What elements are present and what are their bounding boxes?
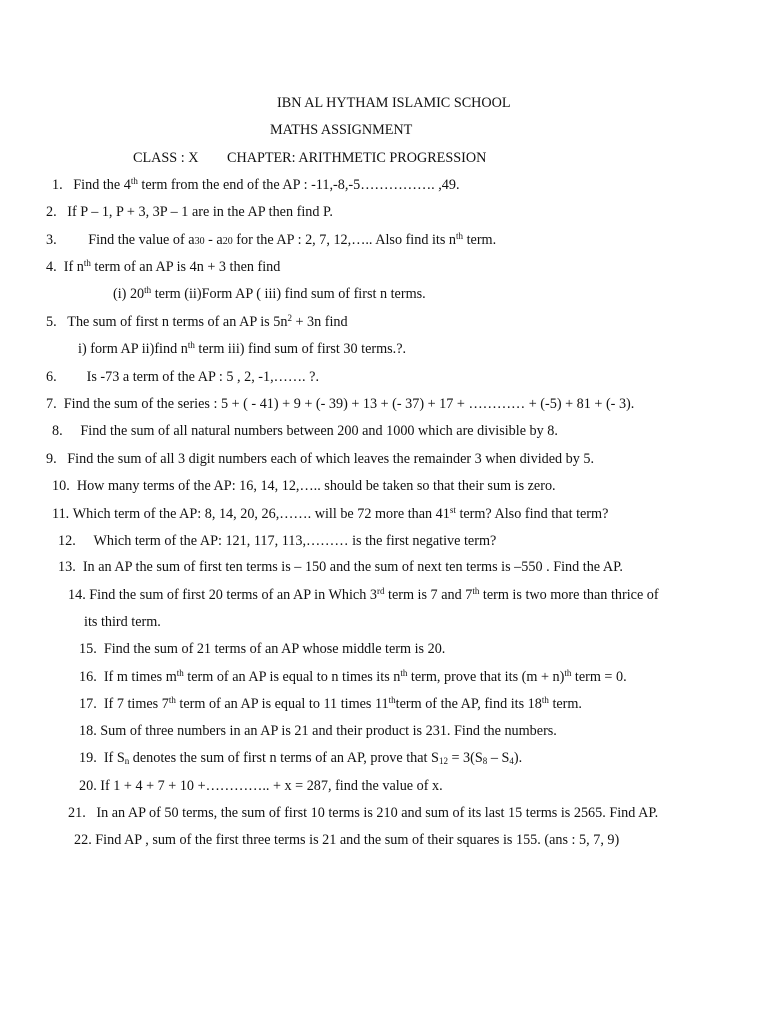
superscript: th	[187, 340, 195, 350]
superscript: th	[400, 668, 408, 678]
subscript: 20	[222, 236, 233, 247]
question-14	[68, 586, 659, 604]
question-4	[46, 258, 280, 276]
superscript: st	[449, 505, 456, 515]
question-5-parts	[78, 340, 406, 358]
question-20	[79, 777, 443, 795]
question-4-parts	[113, 285, 426, 303]
question-5	[46, 313, 348, 331]
question-number: 5.	[46, 314, 57, 330]
superscript: 2	[287, 313, 292, 323]
superscript: th	[472, 586, 480, 596]
question-number: 20.	[79, 778, 97, 794]
question-10	[52, 477, 556, 495]
superscript: rd	[376, 586, 385, 596]
subscript: n	[124, 756, 130, 766]
question-18	[79, 722, 557, 740]
question-text: term is 7 and 7	[384, 587, 473, 603]
question-22	[74, 831, 619, 849]
question-text: i) form AP ii)find n	[78, 341, 188, 357]
question-text: In an AP the sum of first ten terms is – 150 and the sum of next ten terms is –550 . Find the AP.	[82, 559, 623, 575]
question-21	[68, 804, 658, 822]
question-8	[52, 422, 558, 440]
superscript: th	[130, 176, 138, 186]
question-text: Is -73 a term of the AP : 5 , 2, -1,……. ?.	[86, 369, 319, 385]
question-text: If S	[103, 750, 125, 766]
question-number: 18.	[79, 723, 97, 739]
question-text: Find the sum of all 3 digit numbers each of which leaves the remainder 3 when divided by 5.	[67, 451, 595, 467]
question-7	[46, 395, 634, 413]
question-13	[58, 558, 623, 576]
school-name: IBN AL HYTHAM ISLAMIC SCHOOL	[277, 95, 511, 111]
subscript: 4	[509, 756, 514, 766]
question-text: term of an AP is 4n + 3 then find	[90, 259, 281, 275]
question-text: Find the 4	[73, 177, 131, 193]
question-text: Find the sum of all natural numbers between 200 and 1000 which are divisible by 8.	[80, 423, 558, 439]
question-text: Find the value of a	[88, 232, 195, 248]
question-11	[52, 505, 608, 523]
question-number: 13.	[58, 559, 76, 575]
question-number: 4.	[46, 259, 57, 275]
question-text: term is two more than thrice of	[479, 587, 659, 603]
question-text: for the AP : 2, 7, 12,….. Also find its n	[232, 232, 457, 248]
question-text: term (ii)Form AP ( iii) find sum of first n terms.	[151, 286, 426, 302]
question-16	[79, 668, 627, 686]
chapter-label: CHAPTER: ARITHMETIC PROGRESSION	[227, 150, 487, 166]
question-number: 16.	[79, 669, 97, 685]
question-text: Find the sum of 21 terms of an AP whose middle term is 20.	[103, 641, 446, 657]
superscript: th	[388, 695, 396, 705]
question-17	[79, 695, 582, 713]
question-text: term.	[548, 696, 582, 712]
question-text: denotes the sum of first n terms of an AP, prove that S	[129, 750, 439, 766]
question-text: The sum of first n terms of an AP is 5n	[67, 314, 288, 330]
question-text: - a	[204, 232, 223, 248]
question-19	[79, 749, 522, 767]
question-text: + 3n find	[291, 314, 348, 330]
question-text: How many terms of the AP: 16, 14, 12,….. should be taken so that their sum is zero.	[76, 478, 556, 494]
question-text: If 7 times 7	[103, 696, 169, 712]
superscript: th	[541, 695, 549, 705]
class-label: CLASS : X	[133, 150, 199, 166]
question-number: 3.	[46, 232, 57, 248]
question-text: If 1 + 4 + 7 + 10 +………….. + x = 287, find the value of x.	[100, 778, 443, 794]
question-text: Which term of the AP: 121, 117, 113,……… is the first negative term?	[93, 533, 497, 549]
question-text: its third term.	[84, 614, 161, 630]
superscript: th	[564, 668, 572, 678]
question-text: Which term of the AP: 8, 14, 20, 26,……. will be 72 more than 41	[72, 506, 450, 522]
question-number: 11.	[52, 506, 70, 522]
question-number: 10.	[52, 478, 70, 494]
question-14-continued	[84, 613, 161, 631]
subscript: 8	[482, 756, 488, 766]
question-number: 2.	[46, 204, 57, 220]
question-1	[52, 176, 460, 194]
question-3	[46, 231, 496, 251]
question-text: If n	[63, 259, 84, 275]
question-text: term iii) find sum of first 30 terms.?.	[194, 341, 407, 357]
question-text: term.	[463, 232, 497, 248]
superscript: th	[168, 695, 176, 705]
question-text: In an AP of 50 terms, the sum of first 10 terms is 210 and sum of its last 15 terms is 2565. Find AP.	[96, 805, 659, 821]
question-number: 19.	[79, 750, 97, 766]
question-number: 7.	[46, 396, 57, 412]
question-number: 1.	[52, 177, 63, 193]
question-number: 17.	[79, 696, 97, 712]
question-text: term = 0.	[571, 669, 627, 685]
question-text: If m times m	[103, 669, 177, 685]
question-number: 21.	[68, 805, 86, 821]
question-text: term? Also find that term?	[455, 506, 609, 522]
question-12	[58, 532, 496, 550]
question-text: Find the sum of first 20 terms of an AP in Which 3	[89, 587, 377, 603]
question-9	[46, 450, 594, 468]
question-2	[46, 203, 333, 221]
question-text: – S	[487, 750, 510, 766]
question-number: 14.	[68, 587, 86, 603]
question-text: Find AP , sum of the first three terms is 21 and the sum of their squares is 155. (ans : 5, 7, 9)	[95, 832, 620, 848]
question-text: Find the sum of the series : 5 + ( - 41) + 9 + (- 39) + 13 + (- 37) + 17 + ………… + (-5) + 81 + (- 3).	[63, 396, 635, 412]
question-number: 8.	[52, 423, 63, 439]
subscript: 30	[194, 236, 205, 247]
question-text: term from the end of the AP : -11,-8,-5……………. ,49.	[137, 177, 460, 193]
question-text: (i) 20	[113, 286, 145, 302]
question-text: term of an AP is equal to 11 times 11	[175, 696, 389, 712]
question-text: = 3(S	[447, 750, 483, 766]
question-text: Sum of three numbers in an AP is 21 and their product is 231. Find the numbers.	[100, 723, 557, 739]
question-number: 15.	[79, 641, 97, 657]
question-text: term of the AP, find its 18	[395, 696, 542, 712]
question-number: 22.	[74, 832, 92, 848]
question-6	[46, 368, 319, 386]
superscript: th	[83, 258, 91, 268]
question-text: term of an AP is equal to n times its n	[183, 669, 401, 685]
assignment-title: MATHS ASSIGNMENT	[270, 122, 413, 138]
question-number: 6.	[46, 369, 57, 385]
question-number: 12.	[58, 533, 76, 549]
question-text: term, prove that its (m + n)	[407, 669, 565, 685]
question-text: If P – 1, P + 3, 3P – 1 are in the AP then find P.	[67, 204, 333, 220]
subscript: 12	[438, 756, 448, 766]
question-15	[79, 640, 445, 658]
question-number: 9.	[46, 451, 57, 467]
superscript: th	[176, 668, 184, 678]
superscript: th	[456, 231, 464, 241]
question-text: ).	[513, 750, 523, 766]
superscript: th	[144, 285, 152, 295]
